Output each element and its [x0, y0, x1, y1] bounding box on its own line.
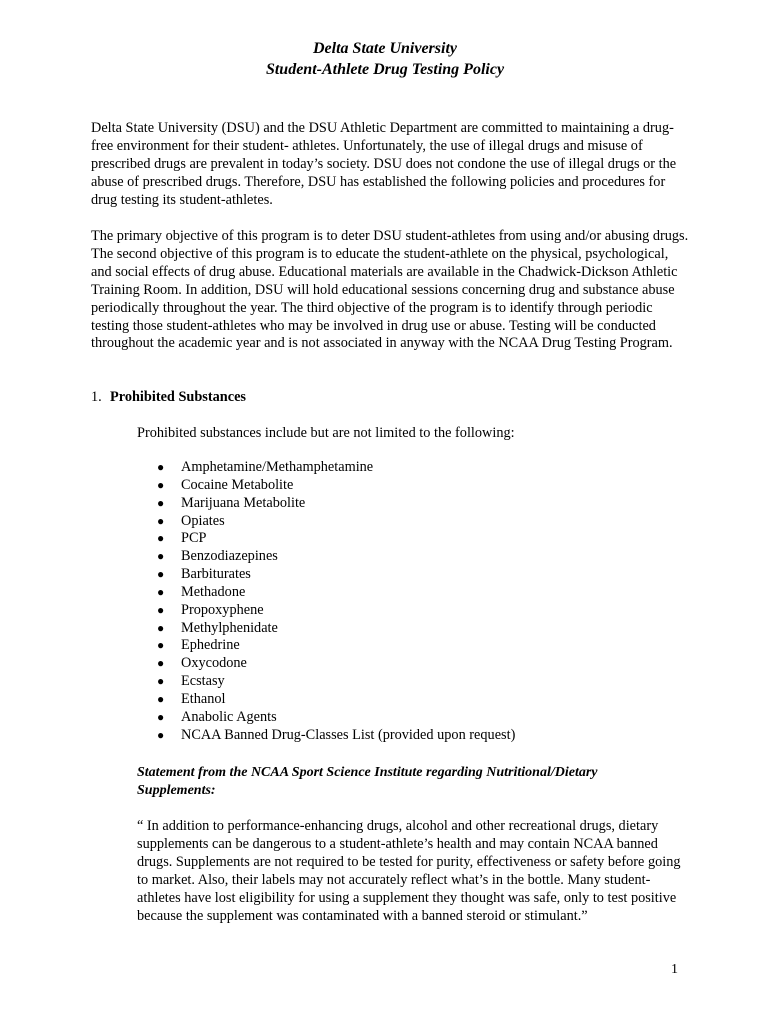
- list-item-label: Barbiturates: [181, 566, 251, 583]
- list-item-label: Marijuana Metabolite: [181, 494, 306, 511]
- list-item-label: Anabolic Agents: [181, 708, 277, 725]
- substances-intro: Prohibited substances include but are not limited to the following:: [137, 425, 515, 441]
- list-item: [0, 637, 770, 655]
- bullet-icon: ●: [157, 549, 165, 564]
- bullet-icon: ●: [157, 602, 165, 617]
- list-item-label: NCAA Banned Drug-Classes List (provided upon request): [181, 726, 516, 743]
- section-title: Prohibited Substances: [110, 389, 246, 405]
- list-item: [0, 513, 770, 531]
- list-item: [0, 584, 770, 602]
- list-item: [0, 727, 770, 745]
- bullet-icon: ●: [157, 709, 165, 724]
- list-item: [0, 548, 770, 566]
- list-item-label: Ecstasy: [181, 673, 225, 690]
- list-item: [0, 459, 770, 477]
- list-item: [0, 673, 770, 691]
- bullet-icon: ●: [157, 584, 165, 599]
- list-item: [0, 709, 770, 727]
- list-item: [0, 530, 770, 548]
- list-item-label: Cocaine Metabolite: [181, 476, 294, 493]
- list-item-label: PCP: [181, 530, 207, 547]
- list-item-label: Methadone: [181, 583, 246, 600]
- bullet-icon: ●: [157, 567, 165, 582]
- prohibited-substances-list: [0, 459, 770, 745]
- bullet-icon: ●: [157, 531, 165, 546]
- bullet-icon: ●: [157, 495, 165, 510]
- list-item: [0, 620, 770, 638]
- list-item-label: Methylphenidate: [181, 619, 278, 636]
- bullet-icon: ●: [157, 674, 165, 689]
- list-item-label: Ephedrine: [181, 637, 240, 654]
- list-item-label: Ethanol: [181, 690, 226, 707]
- list-item-label: Oxycodone: [181, 655, 247, 672]
- bullet-icon: ●: [157, 620, 165, 635]
- bullet-icon: ●: [157, 638, 165, 653]
- section-number: 1.: [91, 389, 102, 405]
- list-item-label: Benzodiazepines: [181, 548, 278, 565]
- intro-paragraph: Delta State University (DSU) and the DSU Athletic Department are committed to maintaining a drug-free environment for their student- athletes. Unfortunately, the use of illegal drugs and misuse of prescribed drugs are prevalent in today’s society. DSU does not condone the use of illegal drugs or the abuse of prescribed drugs. Therefore, DSU has established the following policies and procedures for drug testing its student-athletes.: [91, 120, 677, 208]
- document-title: Delta State University: [313, 40, 457, 57]
- page-number: 1: [671, 962, 678, 977]
- list-item-label: Opiates: [181, 512, 225, 529]
- list-item-label: Amphetamine/Methamphetamine: [181, 459, 374, 475]
- bullet-icon: ●: [157, 727, 165, 742]
- bullet-icon: ●: [157, 656, 165, 671]
- bullet-icon: ●: [157, 460, 165, 474]
- objectives-paragraph: The primary objective of this program is to deter DSU student-athletes from using and/or abusing drugs. The second objective of this program is to educate the student-athlete on the physical, psychological, and social effects of drug abuse. Educational materials are available in the Chadwick-Dickson Athletic Training Room. In addition, DSU will hold educational sessions concerning drug and substance abuse periodically throughout the year. The third objective of the program is to identify through periodic testing those student-athletes who may be involved in drug use or abuse. Testing will be conducted throughout the academic year and is not associated in anyway with the NCAA Drug Testing Program.: [91, 228, 689, 352]
- document-subtitle: Student-Athlete Drug Testing Policy: [265, 61, 505, 78]
- bullet-icon: ●: [157, 513, 165, 528]
- list-item: [0, 602, 770, 620]
- list-item: [0, 655, 770, 673]
- bullet-icon: ●: [157, 477, 165, 492]
- section-heading-prohibited-substances: [91, 388, 246, 406]
- list-item: [0, 495, 770, 513]
- list-item-label: Propoxyphene: [181, 601, 264, 618]
- ncaa-statement-heading: Statement from the NCAA Sport Science Institute regarding Nutritional/Dietary Supplements:: [137, 765, 598, 798]
- list-item: [0, 477, 770, 495]
- list-item: [0, 691, 770, 709]
- list-item: [0, 566, 770, 584]
- ncaa-statement-quote: “ In addition to performance-enhancing drugs, alcohol and other recreational drugs, dietary supplements can be dangerous to a student-athlete’s health and may contain NCAA banned drugs. Supplements are not required to be tested for purity, effectiveness or safety before going to market. Also, their labels may not accurately reflect what’s in the bottle. Many student-athletes have lost eligibility for using a supplement they thought was safe, only to test positive because the supplement was contaminated with a banned steroid or stimulant.”: [137, 818, 681, 924]
- bullet-icon: ●: [157, 691, 165, 706]
